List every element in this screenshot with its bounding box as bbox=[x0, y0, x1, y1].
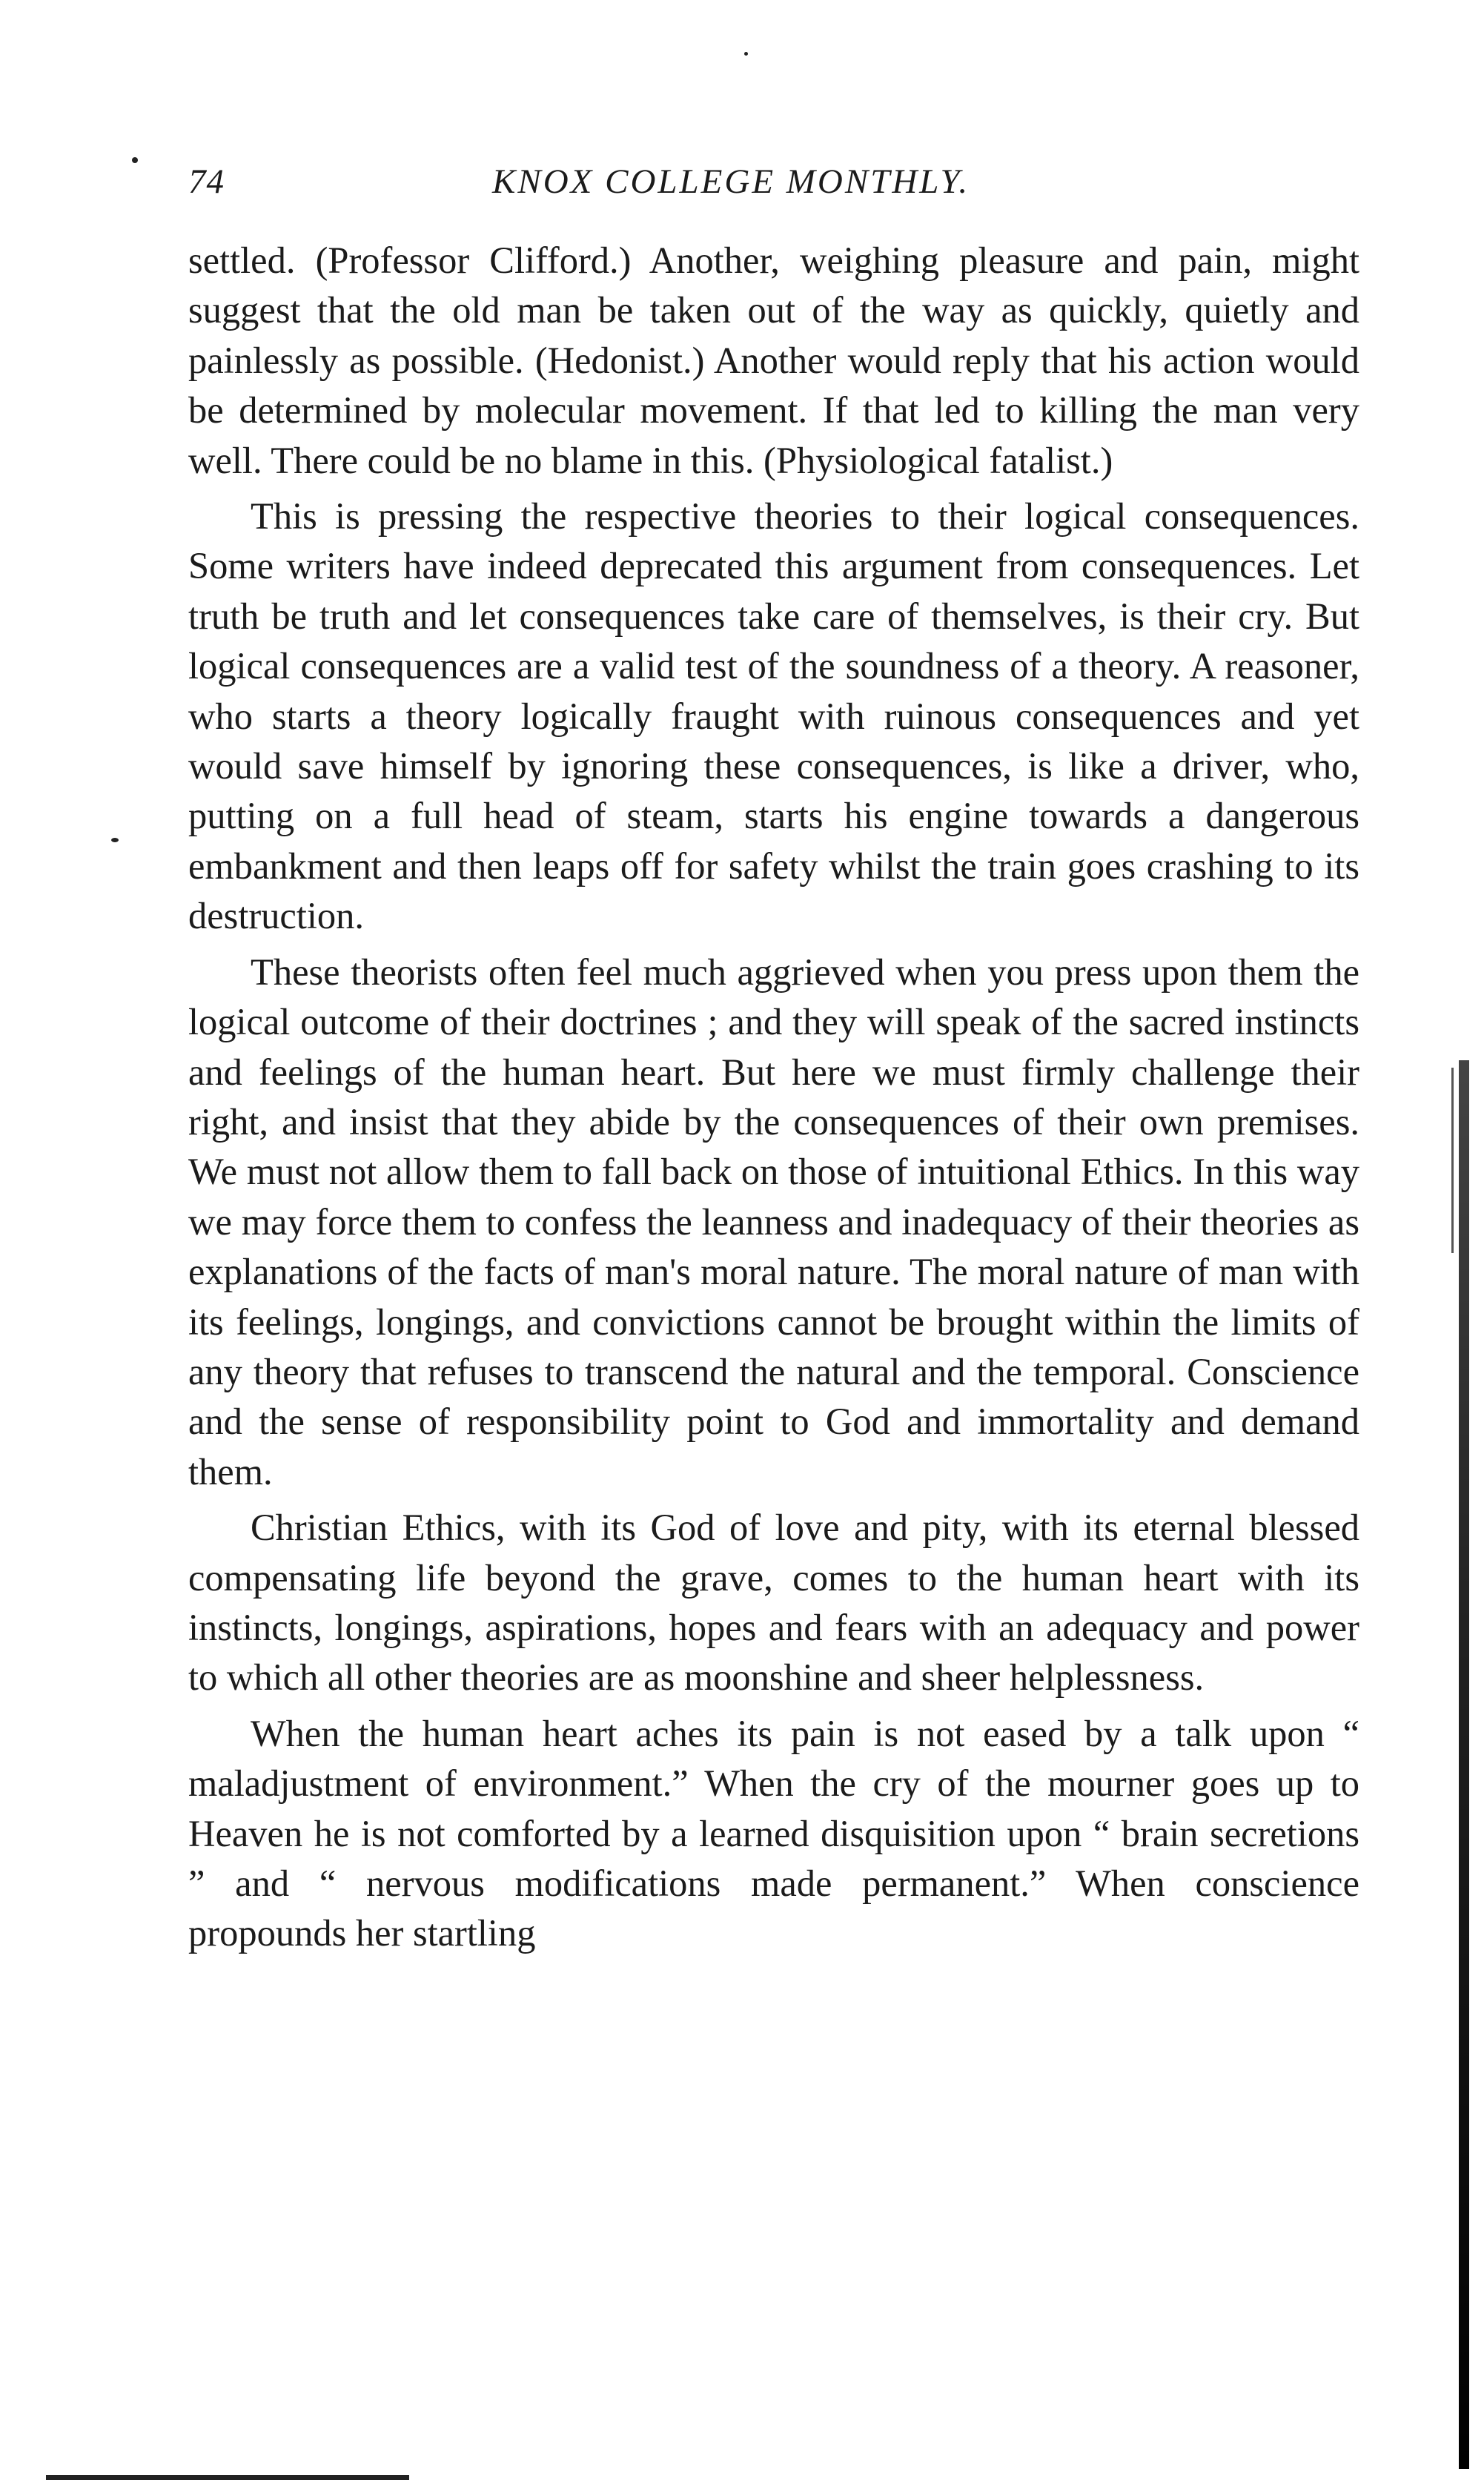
scan-speck bbox=[744, 52, 748, 56]
paragraph-continuation: settled. (Professor Clifford.) Another, weighing pleasure and pain, might suggest that the old man be taken out of the way as quickly, quietly and painlessly as possible. (Hedonist.) Another would reply that his action would be determined by molecular movement. If that led to killing the man very well. There could be no blame in this. (Physiological fatalist.) bbox=[188, 239, 1359, 481]
running-title: KNOX COLLEGE MONTHLY. bbox=[492, 162, 970, 201]
scan-speck bbox=[132, 157, 138, 163]
bottom-edge-shadow bbox=[46, 2475, 409, 2480]
paragraph-logical-consequences: This is pressing the respective theories to their logical consequences. Some writers have indeed deprecated this argument from consequences. Let truth be truth and let consequences take care of themselves, is their cry. But logical consequences are a valid test of the soundness of a theory. A reasoner, who starts a theory logically fraught with ruinous consequences and yet would save himself by ignoring these consequences, is like a driver, who, putting on a full head of steam, starts his engine towards a dangerous embankment and then leaps off for safety whilst the train goes crashing to its destruction. bbox=[188, 495, 1359, 937]
body-text bbox=[188, 236, 1359, 1959]
page-header bbox=[188, 162, 1359, 214]
paragraph-human-heart: When the human heart aches its pain is not eased by a talk upon “ maladjustment of environment.” When the cry of the mourner goes up to Heaven he is not comforted by a learned disquisition upon “ brain secretions ” and “ nervous modifications made permanent.” When conscience propounds her startling bbox=[188, 1712, 1359, 1954]
page-number: 74 bbox=[188, 162, 225, 201]
paragraph-christian-ethics: Christian Ethics, with its God of love and pity, with its eternal blessed compensating life beyond the grave, comes to the human heart with its instincts, longings, aspirations, hopes and fears with an adequacy and power to which all other theories are as moonshine and sheer helplessness. bbox=[188, 1507, 1359, 1699]
scan-speck bbox=[111, 838, 119, 842]
page-edge-shadow bbox=[1459, 1060, 1469, 2469]
paragraph-theorists-aggrieved: These theorists often feel much aggrieved when you press upon them the logical outcome of their doctrines ; and they will speak of the sacred instincts and feelings of the human heart. But here we must firmly challenge their right, and insist that they abide by the consequences of their own premises. We must not allow them to fall back on those of intuitional Ethics. In this way we may force them to confess the leanness and inadequacy of their theories as explanations of the facts of man's moral nature. The moral nature of man with its feelings, longings, and convictions cannot be brought within the limits of any theory that refuses to transcend the natural and the temporal. Conscience and the sense of responsibility point to God and immortality and demand them. bbox=[188, 951, 1359, 1493]
page-edge-shadow bbox=[1451, 1068, 1454, 1253]
